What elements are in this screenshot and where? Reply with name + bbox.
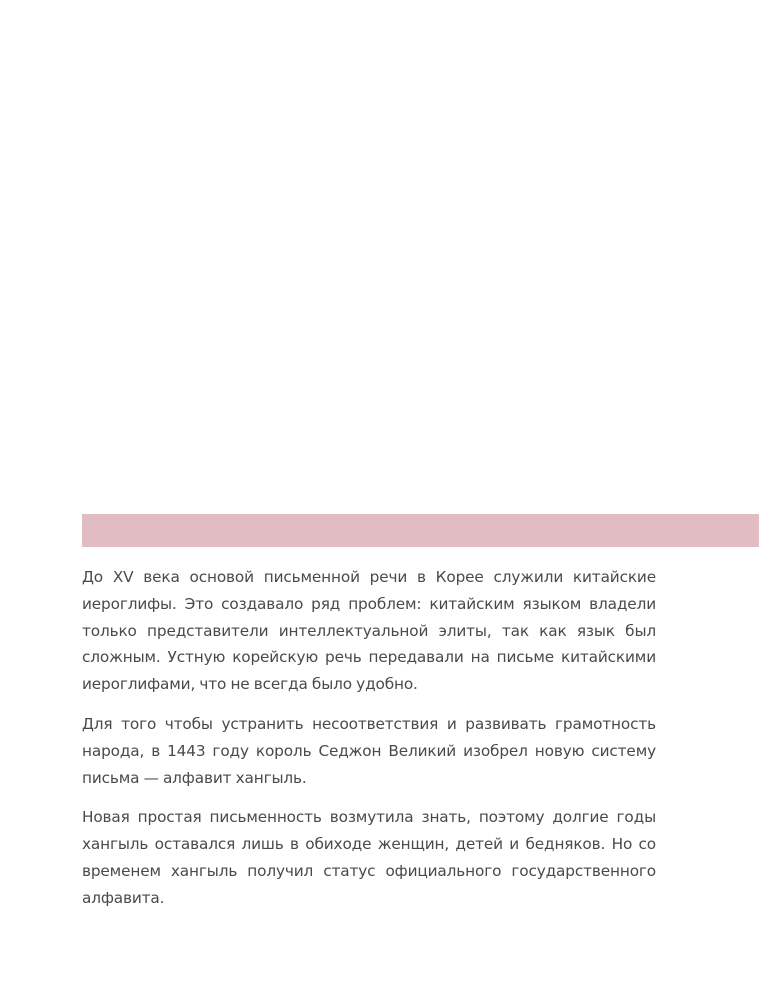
paragraph-1: До XV века основой письменной речи в Корее служили китайские иероглифы. Это создавало ряд проблем: китайским языком владели только представители интеллектуальной элиты, так как язык был сложным. Устную корейскую речь передавали на письме китайскими иероглифами, что не всегда было удобно.	[82, 568, 656, 694]
paragraph-2: Для того чтобы устранить несоответствия и развивать грамотность народа, в 1443 году король Седжон Великий изобрел новую систему письма — алфавит хангыль.	[82, 714, 656, 787]
paragraph-3: Новая простая письменность возмутила знать, поэтому долгие годы хангыль оставался лишь в обиходе женщин, детей и бедняков. Но со временем хангыль получил статус официального государственного алфавита.	[82, 808, 656, 907]
accent-band	[82, 514, 759, 547]
text-block	[82, 564, 656, 925]
